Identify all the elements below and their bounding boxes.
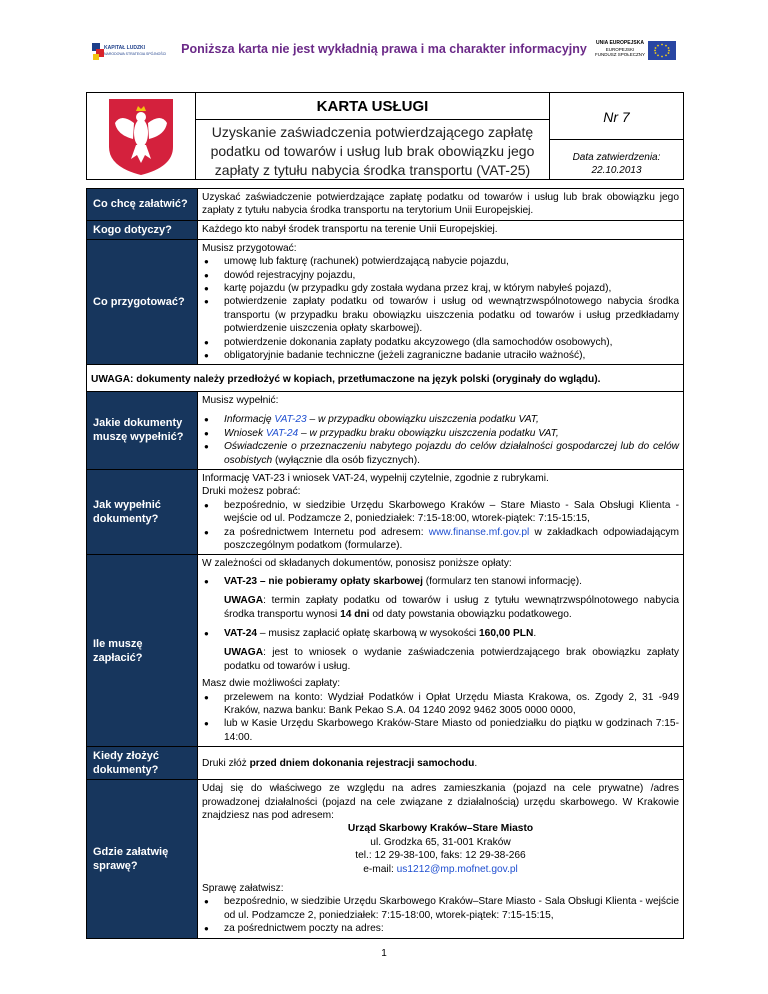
approval-date-label: Data zatwierdzenia: [572,152,661,163]
warning-note: UWAGA: dokumenty należy przedłożyć w kopiach, przetłumaczone na język polski (oryginały do wglądu). [87,365,684,391]
documents-intro: Musisz wypełnić: [202,394,279,406]
row-label: Kiedy złożyć dokumenty? [87,747,198,780]
dl-text: za pośrednictwem Internetu pod adresem: [224,526,429,538]
kl-logo-title: KAPITAŁ LUDZKI [104,45,146,51]
vat24-link[interactable]: VAT-24 [265,427,299,439]
row-label: Jakie dokumenty muszę wypełnić? [87,391,198,469]
polish-eagle-emblem-icon [87,93,195,179]
row-content [198,780,684,938]
where-how: Sprawę załatwisz: [202,883,284,895]
eu-logo-line2: EUROPEJSKI [605,46,635,52]
fee-text: . [533,627,537,639]
eu-logo [594,38,684,64]
list-item [224,413,679,426]
doc-text: Informację [224,414,275,426]
vat23-link[interactable]: VAT-23 [274,414,307,426]
disclaimer-note: Poniższa karta nie jest wykładnią prawa i ma charakter informacyjny [181,42,587,56]
row-prepare [87,239,684,365]
fee-text: (formularz ten stanowi informację). [422,575,583,587]
fee-text: VAT-23 [224,575,258,587]
page-header [0,34,768,70]
row-fees [87,555,684,747]
row-content [198,555,684,747]
payment-list [202,691,679,745]
fees-list [202,575,679,673]
doc-text: Wniosek [224,427,266,439]
eu-logo-line1: UNIA EUROPEJSKA [596,40,644,46]
prepare-list [202,255,679,362]
doc-text: – w przypadku obowiązku uiszczenia podatku VAT, [306,414,539,426]
list-item [224,627,679,673]
list-item [224,526,679,553]
row-documents [87,391,684,469]
when-text: przed dniem dokonania rejestracji samochodu [249,757,475,769]
row-content [198,391,684,469]
row-label: Co chcę załatwić? [87,189,198,221]
page-number: 1 [381,948,387,959]
when-text: Druki złóż [202,757,250,769]
fee-text: : jest to wniosek o wydanie zaświadczenia potwierdzającego brak obowiązku zapłaty podatku od towarów i usług. [224,647,679,672]
office-email [202,863,679,876]
row-label: Jak wypełnić dokumenty? [87,469,198,554]
where-intro: Udaj się do właściwego ze względu na adres zamieszkania (pojazd na cele prywatne) /adres prowadzonej działalności (pojazd na cele związane z działalnością) urzędu skarbowego. W Krakowie znajdziesz nas pod adresem: [202,783,679,822]
kl-logo-sub: NARODOWA STRATEGIA SPÓJNOŚCI [104,52,167,56]
finanse-link[interactable]: www.finanse.mf.gov.pl [428,526,530,538]
fees-intro: W zależności od składanych dokumentów, ponosisz poniższe opłaty: [202,558,512,570]
row-content [198,469,684,554]
office-name: Urząd Skarbowy Kraków–Stare Miasto [347,823,534,835]
documents-list [202,413,679,467]
list-item: ● obligatoryjnie badanie techniczne (jeżeli zagraniczne badanie utraciło ważność), [224,349,679,362]
list-item [224,575,679,621]
card-subtitle: Uzyskanie zaświadczenia potwierdzającego zapłatę podatku od towarów i usług lub brak obowiązku jego zapłaty z tytułu nabycia środka transportu (VAT-25) [210,124,535,178]
row-label: Kogo dotyczy? [87,220,198,239]
list-item: ● przelewem na konto: Wydział Podatków i Opłat Urzędu Miasta Krakowa, os. Zgody 2, 31 -949 Kraków, nazwa banku: Bank Pekao S.A. 04 1240 2092 9462 3005 0000 0000, [224,691,679,718]
fee-text: UWAGA [224,595,264,607]
fill-line: Druki możesz pobrać: [202,486,301,498]
office-address: ul. Grodzka 65, 31-001 Kraków [370,836,511,848]
row-warning [87,365,684,391]
list-item [224,440,679,467]
fee-text: 14 dni [340,608,370,620]
list-item: ● potwierdzenie dokonania zapłaty podatku akcyzowego (dla samochodów osobowych), [224,336,679,349]
list-item: ● bezpośrednio, w siedzibie Urzędu Skarbowego Kraków – Stare Miasto - Sala Obsługi Klienta - wejście od ul. Podzamcze 2, poniedziałek: 7:15-18:00, wtorek-piątek: 7:15-15:15, [224,499,679,526]
row-who [87,220,684,239]
row-how-to-fill [87,469,684,554]
eu-flag-icon [648,41,676,60]
card-title-cell [195,92,550,180]
fee-text: 160,00 PLN [478,627,534,639]
emblem-cell [86,92,196,180]
list-item [224,427,679,440]
prepare-intro: Musisz przygotować: [202,242,297,254]
row-content [198,239,684,365]
eu-logo-line3: FUNDUSZ SPOŁECZNY [594,52,645,57]
fee-text: UWAGA [224,647,264,659]
fee-text: VAT-24 [224,627,258,639]
row-what [87,189,684,221]
email-label: e-mail: [363,863,397,875]
row-label: Ile muszę zapłacić? [87,555,198,747]
fee-text: : termin zapłaty podatku od towarów i usług z tytułu wewnątrzwspólnotowego nabycia środka transportu wynosi [224,595,679,620]
card-number-cell [549,92,684,180]
list-item: ● potwierdzenie zapłaty podatku od towarów i usług od wewnątrzwspólnotowego nabycia środka transportu (w przypadku braku obowiązku uiszczenia podatku od towarów i usług przedkładamy potwierdzenie uiszczenia opłaty skarbowej). [224,295,679,335]
row-content: Każdego kto nabył środek transportu na terenie Unii Europejskiej. [198,220,684,239]
fee-text: – musisz zapłacić opłatę skarbową w wysokości [257,627,479,639]
card-number: Nr 7 [603,109,630,125]
fee-text: – nie pobieramy opłaty skarbowej [257,575,423,587]
list-item: ● kartę pojazdu (w przypadku gdy została wydana przez kraj, w którym nabyłeś pojazd), [224,282,679,295]
fee-text: od daty powstania obowiązku podatkowego. [369,608,572,620]
list-item: ● umowę lub fakturę (rachunek) potwierdzającą nabycie pojazdu, [224,255,679,268]
list-item: ● dowód rejestracyjny pojazdu, [224,269,679,282]
list-item: ● lub w Kasie Urzędu Skarbowego Kraków-Stare Miasto od poniedziałku do piątku w godzinach 7:15-14:00. [224,717,679,744]
row-where [87,780,684,938]
when-text: . [474,757,478,769]
doc-text: (wyłącznie dla osób fizycznych). [272,454,420,466]
download-list [202,499,679,553]
dl-text: w zakładkach odpowiadającym poszczególnym podatkom (formularze). [224,526,679,551]
doc-text: Oświadczenie o przeznaczeniu nabytego pojazdu do celów działalności gospodarczej lub do celów osobistych [224,441,679,466]
approval-date: 22.10.2013 [591,165,642,176]
list-item: ● za pośrednictwem poczty na adres: [224,922,679,935]
where-list [202,895,679,935]
service-card-table [86,188,684,939]
row-label: Gdzie załatwię sprawę? [87,780,198,938]
office-phone: tel.: 12 29-38-100, faks: 12 29-38-266 [355,850,526,862]
row-when [87,747,684,780]
card-title: KARTA USŁUGI [316,98,429,115]
row-content [198,747,684,780]
row-label: Co przygotować? [87,239,198,365]
fill-line: Informację VAT-23 i wniosek VAT-24, wypełnij czytelnie, zgodnie z rubrykami. [202,472,549,484]
payment-intro: Masz dwie możliwości zapłaty: [202,678,341,690]
list-item: ● bezpośrednio, w siedzibie Urzędu Skarbowego Kraków–Stare Miasto - Sala Obsługi Klienta - wejście od ul. Podzamcze 2, poniedziałek: 7:15-18:00, wtorek-piątek: 7:15-15:15, [224,895,679,922]
row-content: Uzyskać zaświadczenie potwierdzające zapłatę podatku od towarów i usług lub brak obowiązku jego zapłaty z tytułu nabycia środka transportu na terytorium Unii Europejskiej. [198,189,684,221]
doc-text: – w przypadku braku obowiązku uiszczenia podatku VAT, [298,427,559,439]
email-link[interactable]: us1212@mp.mofnet.gov.pl [396,863,518,875]
